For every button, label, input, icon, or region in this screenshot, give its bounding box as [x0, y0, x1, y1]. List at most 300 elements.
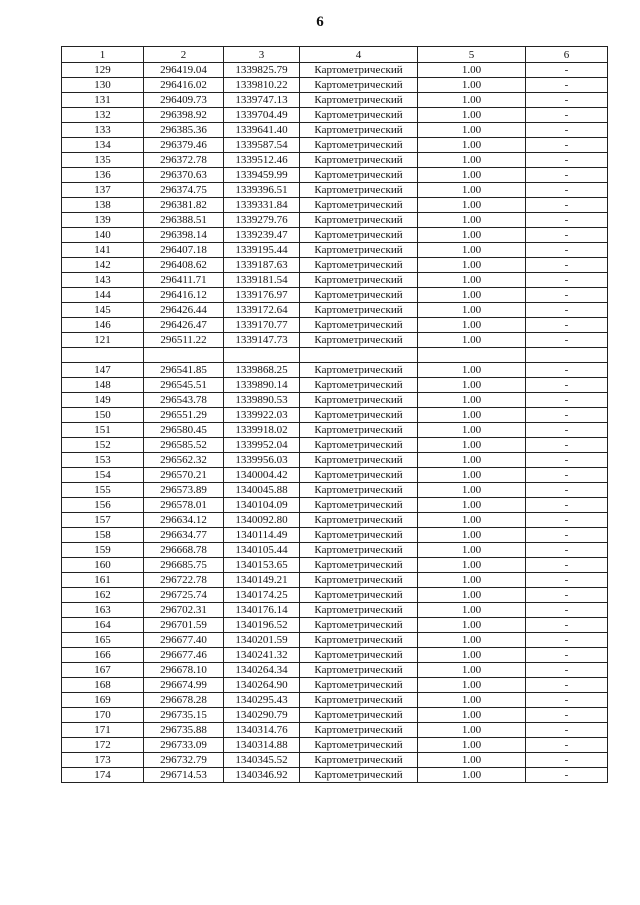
point-number-cell: 129 — [62, 63, 144, 78]
table-row — [62, 498, 608, 513]
accuracy-cell: 1.00 — [418, 768, 526, 783]
note-cell: - — [526, 708, 608, 723]
method-cell: Картометрический — [300, 633, 418, 648]
x-coordinate-cell: 296714.53 — [144, 768, 224, 783]
method-cell: Картометрический — [300, 363, 418, 378]
method-cell: Картометрический — [300, 288, 418, 303]
method-cell: Картометрический — [300, 228, 418, 243]
table-row — [62, 213, 608, 228]
y-coordinate-cell: 1340201.59 — [224, 633, 300, 648]
method-cell: Картометрический — [300, 558, 418, 573]
page-number: 6 — [316, 14, 324, 30]
note-cell: - — [526, 693, 608, 708]
note-cell: - — [526, 108, 608, 123]
accuracy-cell: 1.00 — [418, 363, 526, 378]
x-coordinate-cell: 296580.45 — [144, 423, 224, 438]
x-coordinate-cell: 296398.92 — [144, 108, 224, 123]
y-coordinate-cell: 1340092.80 — [224, 513, 300, 528]
note-cell: - — [526, 363, 608, 378]
point-number-cell: 146 — [62, 318, 144, 333]
point-number-cell: 154 — [62, 468, 144, 483]
y-coordinate-cell: 1340004.42 — [224, 468, 300, 483]
accuracy-cell: 1.00 — [418, 573, 526, 588]
table-row — [62, 513, 608, 528]
x-coordinate-cell — [144, 348, 224, 363]
table-row — [62, 543, 608, 558]
table-row — [62, 453, 608, 468]
point-number-cell: 163 — [62, 603, 144, 618]
note-cell: - — [526, 183, 608, 198]
x-coordinate-cell: 296374.75 — [144, 183, 224, 198]
x-coordinate-cell: 296388.51 — [144, 213, 224, 228]
x-coordinate-cell: 296416.12 — [144, 288, 224, 303]
accuracy-cell: 1.00 — [418, 678, 526, 693]
note-cell: - — [526, 468, 608, 483]
y-coordinate-cell: 1340149.21 — [224, 573, 300, 588]
table-row — [62, 168, 608, 183]
y-coordinate-cell: 1340264.34 — [224, 663, 300, 678]
point-number-cell: 143 — [62, 273, 144, 288]
accuracy-cell: 1.00 — [418, 378, 526, 393]
method-cell: Картометрический — [300, 603, 418, 618]
x-coordinate-cell: 296370.63 — [144, 168, 224, 183]
accuracy-cell: 1.00 — [418, 453, 526, 468]
accuracy-cell: 1.00 — [418, 78, 526, 93]
y-coordinate-cell: 1340264.90 — [224, 678, 300, 693]
accuracy-cell: 1.00 — [418, 183, 526, 198]
note-cell: - — [526, 393, 608, 408]
method-cell: Картометрический — [300, 438, 418, 453]
method-cell: Картометрический — [300, 693, 418, 708]
accuracy-cell: 1.00 — [418, 528, 526, 543]
table-row — [62, 603, 608, 618]
accuracy-cell: 1.00 — [418, 513, 526, 528]
note-cell: - — [526, 753, 608, 768]
table-row — [62, 258, 608, 273]
point-number-cell: 139 — [62, 213, 144, 228]
accuracy-cell: 1.00 — [418, 588, 526, 603]
method-cell: Картометрический — [300, 513, 418, 528]
y-coordinate-cell: 1339918.02 — [224, 423, 300, 438]
x-coordinate-cell: 296678.10 — [144, 663, 224, 678]
accuracy-cell: 1.00 — [418, 498, 526, 513]
table-row — [62, 768, 608, 783]
method-cell: Картометрический — [300, 138, 418, 153]
note-cell: - — [526, 63, 608, 78]
x-coordinate-cell: 296381.82 — [144, 198, 224, 213]
table-row — [62, 273, 608, 288]
point-number-cell: 152 — [62, 438, 144, 453]
note-cell: - — [526, 618, 608, 633]
accuracy-cell: 1.00 — [418, 618, 526, 633]
x-coordinate-cell: 296668.78 — [144, 543, 224, 558]
method-cell: Картометрический — [300, 333, 418, 348]
point-number-cell: 130 — [62, 78, 144, 93]
accuracy-cell: 1.00 — [418, 123, 526, 138]
table-row — [62, 183, 608, 198]
note-cell: - — [526, 543, 608, 558]
point-number-cell: 121 — [62, 333, 144, 348]
table-row — [62, 243, 608, 258]
y-coordinate-cell: 1339704.49 — [224, 108, 300, 123]
note-cell: - — [526, 678, 608, 693]
x-coordinate-cell: 296409.73 — [144, 93, 224, 108]
point-number-cell: 145 — [62, 303, 144, 318]
note-cell: - — [526, 243, 608, 258]
table-row — [62, 303, 608, 318]
y-coordinate-cell: 1339172.64 — [224, 303, 300, 318]
table-row — [62, 678, 608, 693]
point-number-cell: 173 — [62, 753, 144, 768]
method-cell: Картометрический — [300, 303, 418, 318]
point-number-cell: 131 — [62, 93, 144, 108]
x-coordinate-cell: 296541.85 — [144, 363, 224, 378]
point-number-cell: 144 — [62, 288, 144, 303]
y-coordinate-cell: 1339279.76 — [224, 213, 300, 228]
x-coordinate-cell: 296701.59 — [144, 618, 224, 633]
x-coordinate-cell: 296426.44 — [144, 303, 224, 318]
x-coordinate-cell: 296419.04 — [144, 63, 224, 78]
table-row — [62, 708, 608, 723]
table-row — [62, 723, 608, 738]
table-row — [62, 468, 608, 483]
table-row — [62, 108, 608, 123]
point-number-cell: 153 — [62, 453, 144, 468]
point-number-cell: 138 — [62, 198, 144, 213]
table-row — [62, 198, 608, 213]
note-cell: - — [526, 78, 608, 93]
note-cell: - — [526, 453, 608, 468]
note-cell: - — [526, 423, 608, 438]
y-coordinate-cell: 1339187.63 — [224, 258, 300, 273]
point-number-cell: 151 — [62, 423, 144, 438]
x-coordinate-cell: 296426.47 — [144, 318, 224, 333]
point-number-cell: 165 — [62, 633, 144, 648]
point-number-cell: 162 — [62, 588, 144, 603]
method-cell: Картометрический — [300, 108, 418, 123]
y-coordinate-cell: 1340314.88 — [224, 738, 300, 753]
x-coordinate-cell: 296408.62 — [144, 258, 224, 273]
header-cell: 1 — [62, 47, 144, 63]
table-row — [62, 753, 608, 768]
note-cell: - — [526, 93, 608, 108]
y-coordinate-cell: 1339810.22 — [224, 78, 300, 93]
method-cell: Картометрический — [300, 408, 418, 423]
y-coordinate-cell: 1339956.03 — [224, 453, 300, 468]
method-cell: Картометрический — [300, 318, 418, 333]
x-coordinate-cell: 296398.14 — [144, 228, 224, 243]
table-row — [62, 423, 608, 438]
point-number-cell: 156 — [62, 498, 144, 513]
accuracy-cell: 1.00 — [418, 138, 526, 153]
y-coordinate-cell: 1340314.76 — [224, 723, 300, 738]
accuracy-cell: 1.00 — [418, 153, 526, 168]
table-row — [62, 408, 608, 423]
method-cell: Картометрический — [300, 543, 418, 558]
point-number-cell: 134 — [62, 138, 144, 153]
point-number-cell: 171 — [62, 723, 144, 738]
accuracy-cell: 1.00 — [418, 198, 526, 213]
method-cell — [300, 348, 418, 363]
accuracy-cell: 1.00 — [418, 258, 526, 273]
x-coordinate-cell: 296735.88 — [144, 723, 224, 738]
coordinates-table — [61, 46, 608, 783]
x-coordinate-cell: 296735.15 — [144, 708, 224, 723]
method-cell: Картометрический — [300, 63, 418, 78]
table-row — [62, 378, 608, 393]
y-coordinate-cell: 1339170.77 — [224, 318, 300, 333]
table-row — [62, 393, 608, 408]
method-cell: Картометрический — [300, 708, 418, 723]
note-cell: - — [526, 573, 608, 588]
method-cell: Картометрический — [300, 453, 418, 468]
point-number-cell: 148 — [62, 378, 144, 393]
point-number-cell: 168 — [62, 678, 144, 693]
x-coordinate-cell: 296545.51 — [144, 378, 224, 393]
y-coordinate-cell: 1340104.09 — [224, 498, 300, 513]
accuracy-cell: 1.00 — [418, 108, 526, 123]
accuracy-cell: 1.00 — [418, 318, 526, 333]
table-body — [62, 47, 608, 783]
y-coordinate-cell: 1339890.53 — [224, 393, 300, 408]
accuracy-cell: 1.00 — [418, 168, 526, 183]
table-row — [62, 588, 608, 603]
method-cell: Картометрический — [300, 93, 418, 108]
table-row — [62, 558, 608, 573]
method-cell: Картометрический — [300, 663, 418, 678]
note-cell: - — [526, 303, 608, 318]
accuracy-cell: 1.00 — [418, 213, 526, 228]
note-cell: - — [526, 213, 608, 228]
method-cell: Картометрический — [300, 78, 418, 93]
accuracy-cell: 1.00 — [418, 663, 526, 678]
x-coordinate-cell: 296372.78 — [144, 153, 224, 168]
point-number-cell: 155 — [62, 483, 144, 498]
point-number-cell: 150 — [62, 408, 144, 423]
accuracy-cell: 1.00 — [418, 738, 526, 753]
method-cell: Картометрический — [300, 153, 418, 168]
y-coordinate-cell: 1339952.04 — [224, 438, 300, 453]
point-number-cell: 157 — [62, 513, 144, 528]
point-number-cell: 170 — [62, 708, 144, 723]
note-cell: - — [526, 408, 608, 423]
note-cell: - — [526, 228, 608, 243]
method-cell: Картометрический — [300, 573, 418, 588]
method-cell: Картометрический — [300, 588, 418, 603]
point-number-cell: 174 — [62, 768, 144, 783]
y-coordinate-cell: 1340345.52 — [224, 753, 300, 768]
accuracy-cell: 1.00 — [418, 603, 526, 618]
table-row — [62, 93, 608, 108]
note-cell: - — [526, 483, 608, 498]
table-gap-row — [62, 348, 608, 363]
point-number-cell: 164 — [62, 618, 144, 633]
y-coordinate-cell: 1339922.03 — [224, 408, 300, 423]
y-coordinate-cell: 1339459.99 — [224, 168, 300, 183]
accuracy-cell: 1.00 — [418, 303, 526, 318]
note-cell: - — [526, 663, 608, 678]
table-row — [62, 78, 608, 93]
note-cell: - — [526, 633, 608, 648]
table-row — [62, 648, 608, 663]
table-row — [62, 663, 608, 678]
accuracy-cell: 1.00 — [418, 693, 526, 708]
note-cell: - — [526, 153, 608, 168]
x-coordinate-cell: 296725.74 — [144, 588, 224, 603]
x-coordinate-cell: 296573.89 — [144, 483, 224, 498]
table-row — [62, 738, 608, 753]
point-number-cell: 172 — [62, 738, 144, 753]
y-coordinate-cell: 1339331.84 — [224, 198, 300, 213]
method-cell: Картометрический — [300, 768, 418, 783]
x-coordinate-cell: 296677.46 — [144, 648, 224, 663]
method-cell: Картометрический — [300, 183, 418, 198]
point-number-cell: 166 — [62, 648, 144, 663]
point-number-cell: 136 — [62, 168, 144, 183]
y-coordinate-cell: 1339825.79 — [224, 63, 300, 78]
note-cell: - — [526, 138, 608, 153]
note-cell: - — [526, 648, 608, 663]
header-cell: 2 — [144, 47, 224, 63]
x-coordinate-cell: 296677.40 — [144, 633, 224, 648]
y-coordinate-cell: 1339181.54 — [224, 273, 300, 288]
accuracy-cell: 1.00 — [418, 633, 526, 648]
point-number-cell: 147 — [62, 363, 144, 378]
method-cell: Картометрический — [300, 723, 418, 738]
point-number-cell: 141 — [62, 243, 144, 258]
point-number-cell: 140 — [62, 228, 144, 243]
y-coordinate-cell: 1340196.52 — [224, 618, 300, 633]
point-number-cell: 142 — [62, 258, 144, 273]
x-coordinate-cell: 296685.75 — [144, 558, 224, 573]
accuracy-cell: 1.00 — [418, 288, 526, 303]
y-coordinate-cell: 1339239.47 — [224, 228, 300, 243]
note-cell: - — [526, 513, 608, 528]
method-cell: Картометрический — [300, 498, 418, 513]
accuracy-cell: 1.00 — [418, 648, 526, 663]
point-number-cell: 133 — [62, 123, 144, 138]
x-coordinate-cell: 296674.99 — [144, 678, 224, 693]
x-coordinate-cell: 296551.29 — [144, 408, 224, 423]
accuracy-cell: 1.00 — [418, 228, 526, 243]
x-coordinate-cell: 296562.32 — [144, 453, 224, 468]
x-coordinate-cell: 296385.36 — [144, 123, 224, 138]
accuracy-cell: 1.00 — [418, 423, 526, 438]
x-coordinate-cell: 296570.21 — [144, 468, 224, 483]
x-coordinate-cell: 296411.71 — [144, 273, 224, 288]
point-number-cell: 159 — [62, 543, 144, 558]
x-coordinate-cell: 296379.46 — [144, 138, 224, 153]
y-coordinate-cell — [224, 348, 300, 363]
point-number-cell: 158 — [62, 528, 144, 543]
header-cell: 6 — [526, 47, 608, 63]
point-number-cell: 137 — [62, 183, 144, 198]
method-cell: Картометрический — [300, 423, 418, 438]
x-coordinate-cell: 296722.78 — [144, 573, 224, 588]
accuracy-cell: 1.00 — [418, 273, 526, 288]
y-coordinate-cell: 1339868.25 — [224, 363, 300, 378]
accuracy-cell: 1.00 — [418, 543, 526, 558]
y-coordinate-cell: 1339641.40 — [224, 123, 300, 138]
y-coordinate-cell: 1340174.25 — [224, 588, 300, 603]
table-row — [62, 138, 608, 153]
point-number-cell: 169 — [62, 693, 144, 708]
note-cell: - — [526, 198, 608, 213]
x-coordinate-cell: 296702.31 — [144, 603, 224, 618]
y-coordinate-cell: 1339512.46 — [224, 153, 300, 168]
table-row — [62, 123, 608, 138]
method-cell: Картометрический — [300, 468, 418, 483]
table-row — [62, 333, 608, 348]
note-cell: - — [526, 558, 608, 573]
note-cell: - — [526, 123, 608, 138]
y-coordinate-cell: 1339195.44 — [224, 243, 300, 258]
accuracy-cell: 1.00 — [418, 408, 526, 423]
note-cell: - — [526, 438, 608, 453]
y-coordinate-cell: 1339176.97 — [224, 288, 300, 303]
accuracy-cell: 1.00 — [418, 558, 526, 573]
method-cell: Картометрический — [300, 273, 418, 288]
method-cell: Картометрический — [300, 243, 418, 258]
x-coordinate-cell: 296634.12 — [144, 513, 224, 528]
x-coordinate-cell: 296634.77 — [144, 528, 224, 543]
point-number-cell: 161 — [62, 573, 144, 588]
accuracy-cell: 1.00 — [418, 723, 526, 738]
method-cell: Картометрический — [300, 753, 418, 768]
accuracy-cell: 1.00 — [418, 708, 526, 723]
x-coordinate-cell: 296543.78 — [144, 393, 224, 408]
table-row — [62, 483, 608, 498]
table-row — [62, 63, 608, 78]
table-row — [62, 153, 608, 168]
note-cell: - — [526, 168, 608, 183]
y-coordinate-cell: 1340295.43 — [224, 693, 300, 708]
y-coordinate-cell: 1340105.44 — [224, 543, 300, 558]
note-cell: - — [526, 333, 608, 348]
point-number-cell: 160 — [62, 558, 144, 573]
x-coordinate-cell: 296407.18 — [144, 243, 224, 258]
note-cell: - — [526, 498, 608, 513]
note-cell: - — [526, 318, 608, 333]
x-coordinate-cell: 296585.52 — [144, 438, 224, 453]
point-number-cell: 135 — [62, 153, 144, 168]
x-coordinate-cell: 296511.22 — [144, 333, 224, 348]
x-coordinate-cell: 296578.01 — [144, 498, 224, 513]
method-cell: Картометрический — [300, 378, 418, 393]
y-coordinate-cell: 1339747.13 — [224, 93, 300, 108]
header-cell: 4 — [300, 47, 418, 63]
note-cell: - — [526, 603, 608, 618]
table-row — [62, 618, 608, 633]
y-coordinate-cell: 1339147.73 — [224, 333, 300, 348]
method-cell: Картометрический — [300, 258, 418, 273]
table-row — [62, 573, 608, 588]
note-cell: - — [526, 738, 608, 753]
table-row — [62, 633, 608, 648]
accuracy-cell: 1.00 — [418, 483, 526, 498]
method-cell: Картометрический — [300, 123, 418, 138]
x-coordinate-cell: 296678.28 — [144, 693, 224, 708]
table-row — [62, 228, 608, 243]
note-cell: - — [526, 258, 608, 273]
method-cell: Картометрический — [300, 213, 418, 228]
table-row — [62, 528, 608, 543]
accuracy-cell — [418, 348, 526, 363]
header-cell: 3 — [224, 47, 300, 63]
y-coordinate-cell: 1340176.14 — [224, 603, 300, 618]
method-cell: Картометрический — [300, 483, 418, 498]
note-cell: - — [526, 723, 608, 738]
